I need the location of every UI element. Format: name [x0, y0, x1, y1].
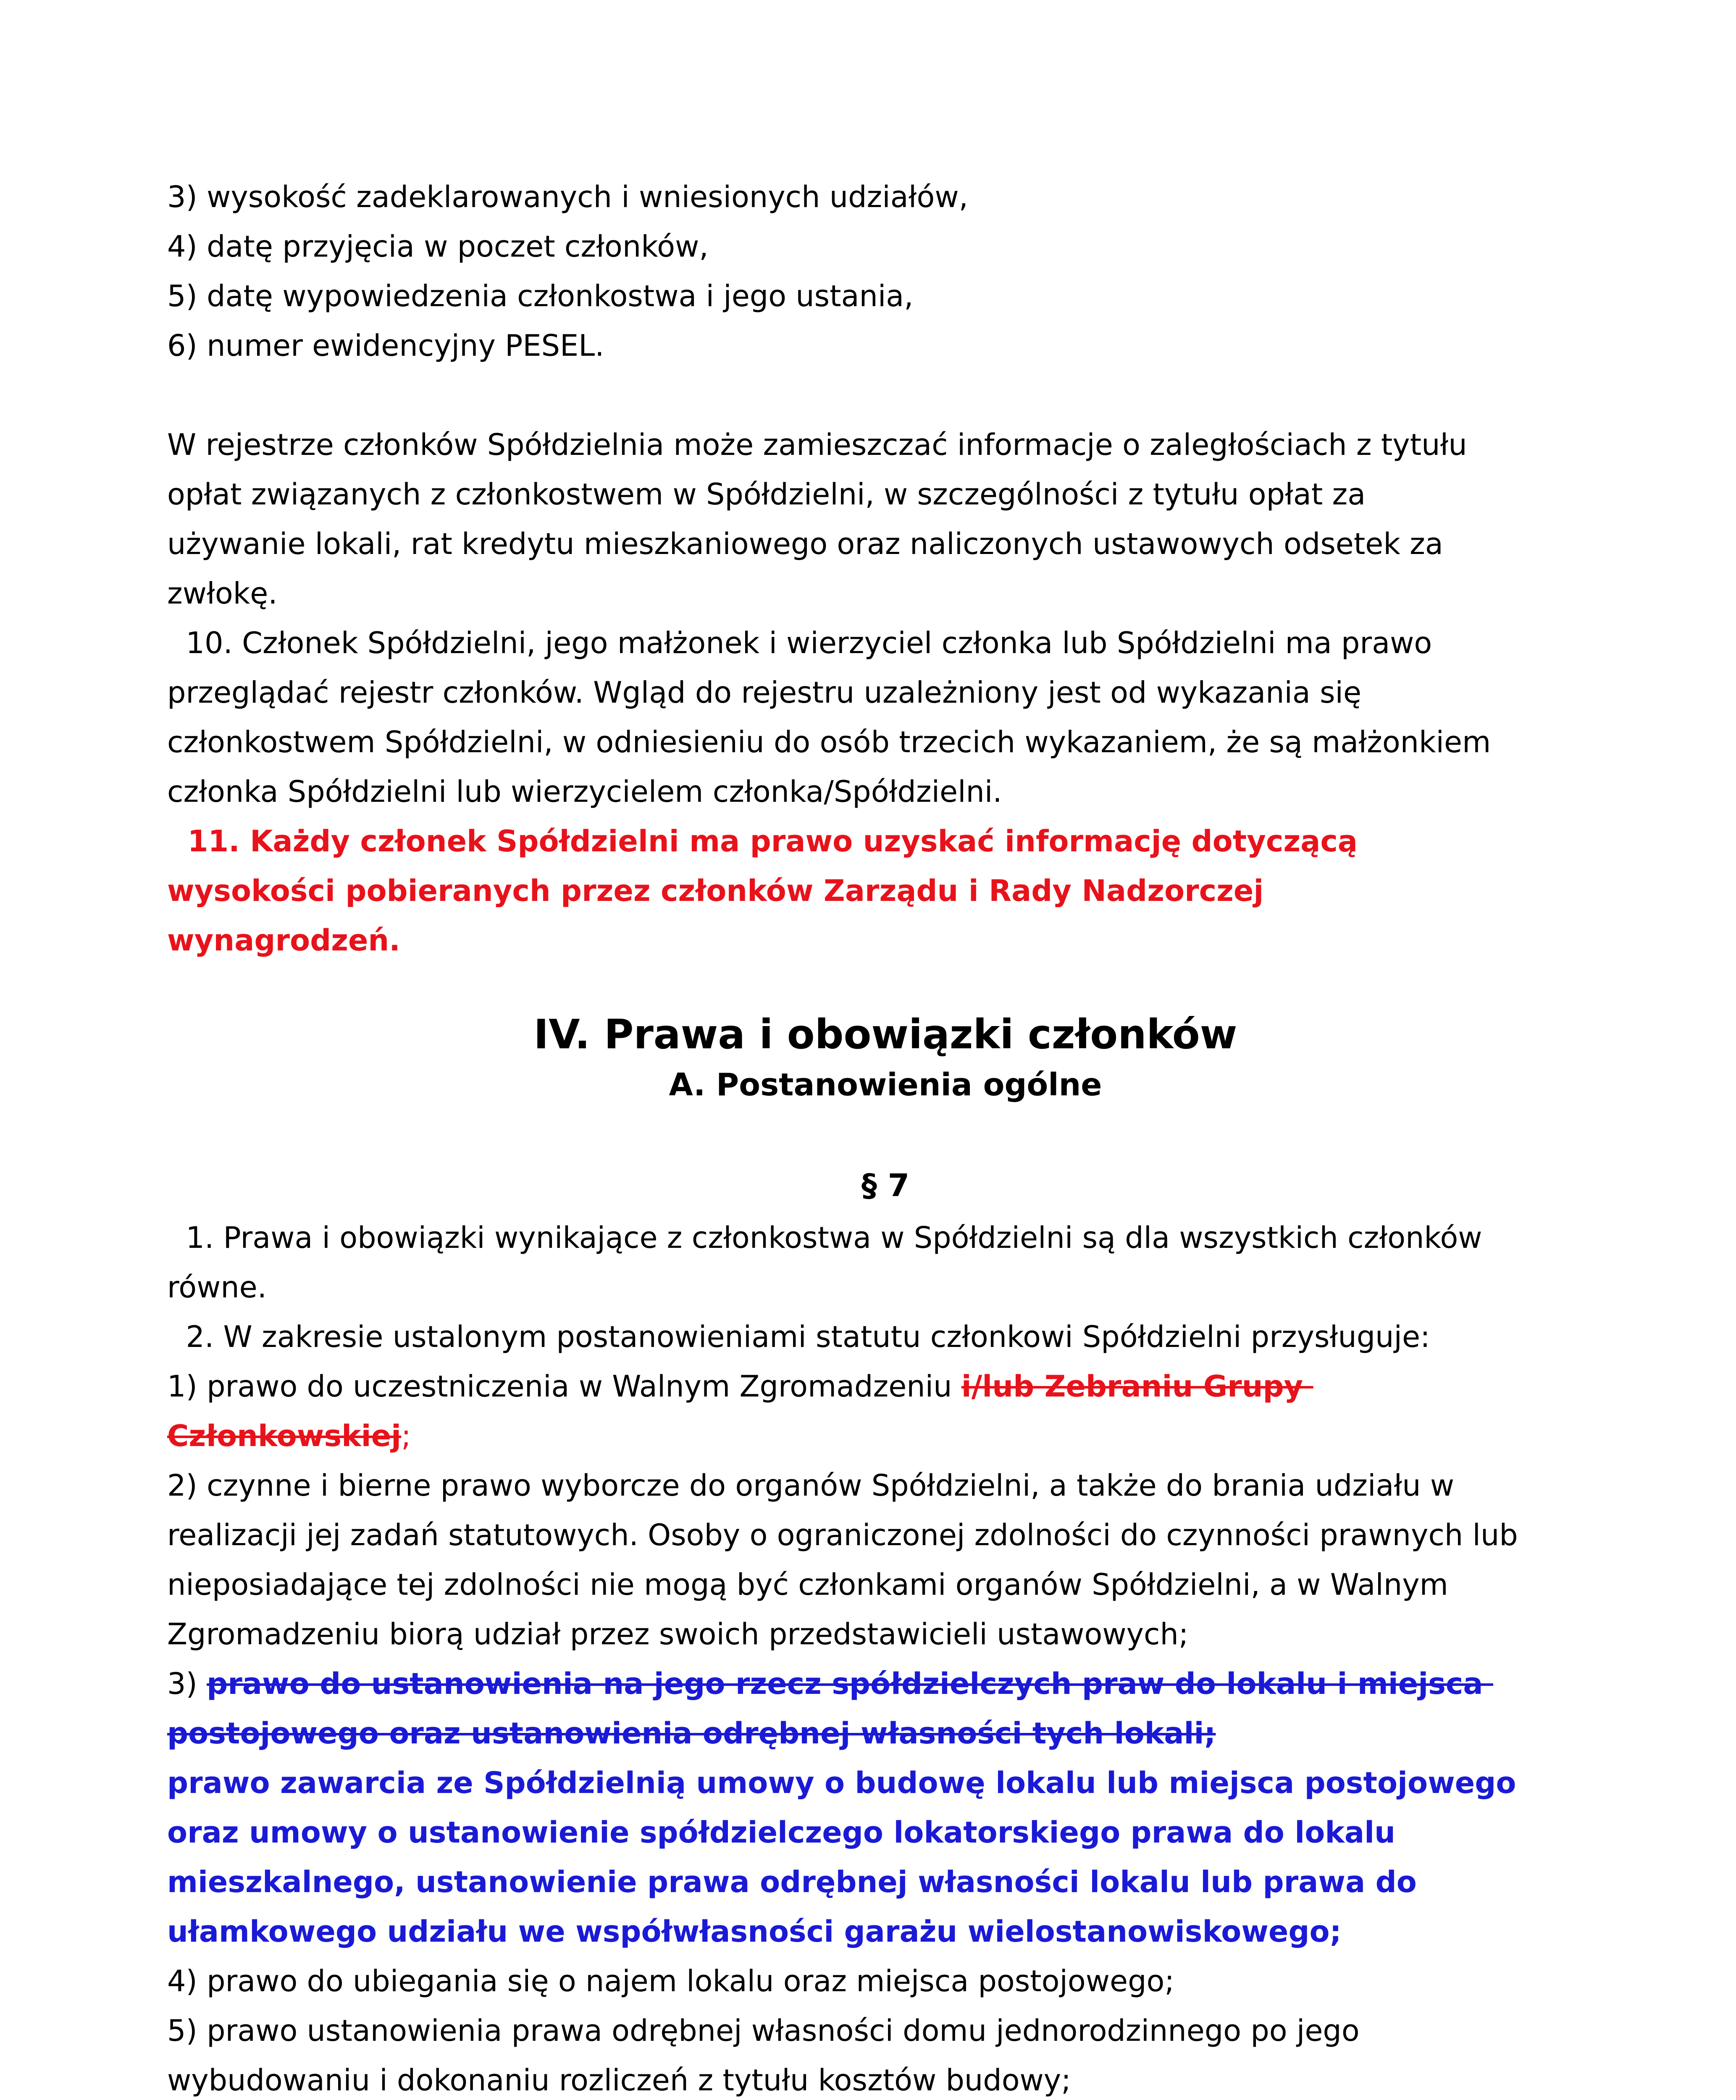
document-page: [167, 172, 1604, 2100]
text-line: przeglądać rejestr członków. Wgląd do rejestru uzależniony jest od wykazania się: [167, 675, 1362, 710]
text-line: członkostwem Spółdzielni, w odniesieniu do osób trzecich wykazaniem, że są małżonkiem: [167, 725, 1491, 759]
text-line: W rejestrze członków Spółdzielnia może zamieszczać informacje o zaległościach z tytułu: [167, 428, 1467, 462]
text-line: 11. Każdy członek Spółdzielni ma prawo uzyskać informację dotyczącą: [167, 824, 1358, 858]
text-line: używanie lokali, rat kredytu mieszkaniowego oraz naliczonych ustawowych odsetek za: [167, 527, 1443, 561]
paragraph-sign: § 7: [861, 1168, 910, 1204]
item-3-added-text: mieszkalnego, ustanowienie prawa odrębnej własności lokalu lub prawa do: [167, 1865, 1417, 1899]
item-3-prefix: 3): [167, 1667, 207, 1701]
item-1-deleted-text: i/lub Zebraniu Grupy: [961, 1369, 1313, 1404]
item-2: [167, 1461, 1604, 1659]
text-line: członka Spółdzielni lub wierzycielem członka/Spółdzielni.: [167, 774, 1002, 809]
item-1-semicolon: ;: [401, 1419, 411, 1453]
list-item: 3) wysokość zadeklarowanych i wniesionych udziałów,: [167, 180, 968, 214]
list-item: 4) datę przyjęcia w poczet członków,: [167, 229, 709, 264]
item-1: [167, 1362, 1604, 1461]
list-item: 6) numer ewidencyjny PESEL.: [167, 328, 604, 363]
item-3-deleted-text: postojowego oraz ustanowienia odrębnej własności tych lokali;: [167, 1716, 1216, 1751]
text-line: realizacji jej zadań statutowych. Osoby o ograniczonej zdolności do czynności prawnych lub: [167, 1518, 1518, 1552]
text-line: opłat związanych z członkostwem w Spółdzielni, w szczególności z tytułu opłat za: [167, 477, 1366, 512]
item-3-added-text: oraz umowy o ustanowienie spółdzielczego lokatorskiego prawa do lokalu: [167, 1815, 1395, 1850]
item-4: 4) prawo do ubiegania się o najem lokalu oraz miejsca postojowego;: [167, 1964, 1174, 1998]
point-11-added: [167, 816, 1604, 965]
section-title: IV. Prawa i obowiązki członków: [533, 1011, 1237, 1058]
item-5: [167, 2006, 1604, 2100]
item-3-deleted-text: prawo do ustanowienia na jego rzecz spółdzielczych praw do lokalu i miejsca: [207, 1667, 1493, 1701]
text-line: 1. Prawa i obowiązki wynikające z członkostwa w Spółdzielni są dla wszystkich członków: [167, 1221, 1482, 1255]
item-1-deleted-text: Członkowskiej: [167, 1419, 402, 1453]
text-line: równe.: [167, 1270, 267, 1305]
list-item: 5) datę wypowiedzenia członkostwa i jego ustania,: [167, 279, 914, 313]
section-subtitle: A. Postanowienia ogólne: [669, 1067, 1102, 1103]
text-line: zwłokę.: [167, 576, 278, 611]
p7-point-1: [167, 1213, 1604, 1312]
text-line: 5) prawo ustanowienia prawa odrębnej własności domu jednorodzinnego po jego: [167, 2013, 1360, 2048]
text-line: wysokości pobieranych przez członków Zarządu i Rady Nadzorczej: [167, 874, 1264, 908]
text-line: 2) czynne i bierne prawo wyborcze do organów Spółdzielni, a także do brania udziału w: [167, 1468, 1455, 1503]
item-3: [167, 1659, 1604, 1956]
text-line: wybudowaniu i dokonaniu rozliczeń z tytułu kosztów budowy;: [167, 2063, 1071, 2097]
top-list: [167, 172, 1604, 370]
item-1-text: 1) prawo do uczestniczenia w Walnym Zgromadzeniu: [167, 1369, 961, 1404]
text-line: 10. Członek Spółdzielni, jego małżonek i wierzyciel członka lub Spółdzielni ma prawo: [167, 626, 1432, 660]
text-line: Zgromadzeniu biorą udział przez swoich przedstawicieli ustawowych;: [167, 1617, 1189, 1651]
item-3-added-text: ułamkowego udziału we współwłasności garażu wielostanowiskowego;: [167, 1914, 1342, 1949]
spacer: [167, 370, 1604, 420]
register-paragraph: [167, 420, 1604, 618]
text-line: nieposiadające tej zdolności nie mogą być członkami organów Spółdzielni, a w Walnym: [167, 1567, 1448, 1602]
point-10: [167, 618, 1604, 816]
p7-point-2-intro: 2. W zakresie ustalonym postanowieniami statutu członkowi Spółdzielni przysługuje:: [167, 1320, 1430, 1354]
item-3-added-text: prawo zawarcia ze Spółdzielnią umowy o budowę lokalu lub miejsca postojowego: [167, 1766, 1516, 1800]
text-line: wynagrodzeń.: [167, 923, 400, 958]
